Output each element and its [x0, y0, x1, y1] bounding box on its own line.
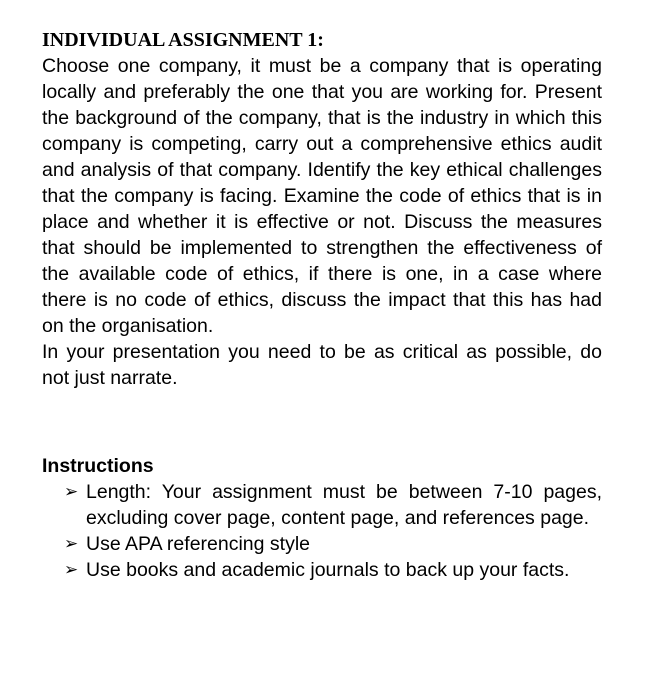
instruction-text: Use books and academic journals to back up your facts.	[86, 559, 570, 581]
assignment-description: Choose one company, it must be a company that is operating locally and preferably the one that you are working for. Present the background of the company, that is the industry in which this company is competing, carry out a comprehensive ethics audit and analysis of that company. Identify the key ethical challenges that the company is facing. Examine the code of ethics that is in place and whether it is effective or not. Discuss the measures that should be implemented to strengthen the effectiveness of the available code of ethics, if there is one, in a case where there is no code of ethics, discuss the impact that this has had on the organisation.	[42, 55, 602, 337]
instruction-text: Length: Your assignment must be between 7-10 pages, excluding cover page, content page, and references page.	[86, 481, 602, 529]
instructions-list	[42, 479, 602, 583]
arrow-bullet-icon: ➢	[64, 534, 79, 554]
instruction-item-referencing	[64, 531, 602, 557]
instructions-title: Instructions	[42, 455, 154, 477]
instruction-text: Use APA referencing style	[86, 533, 311, 555]
instruction-item-sources	[64, 557, 602, 583]
arrow-bullet-icon: ➢	[64, 482, 79, 502]
instruction-item-length	[64, 479, 602, 531]
assignment-document	[42, 27, 602, 583]
arrow-bullet-icon: ➢	[64, 560, 79, 580]
presentation-note: In your presentation you need to be as critical as possible, do not just narrate.	[42, 341, 602, 389]
assignment-heading: INDIVIDUAL ASSIGNMENT 1:	[42, 29, 324, 51]
